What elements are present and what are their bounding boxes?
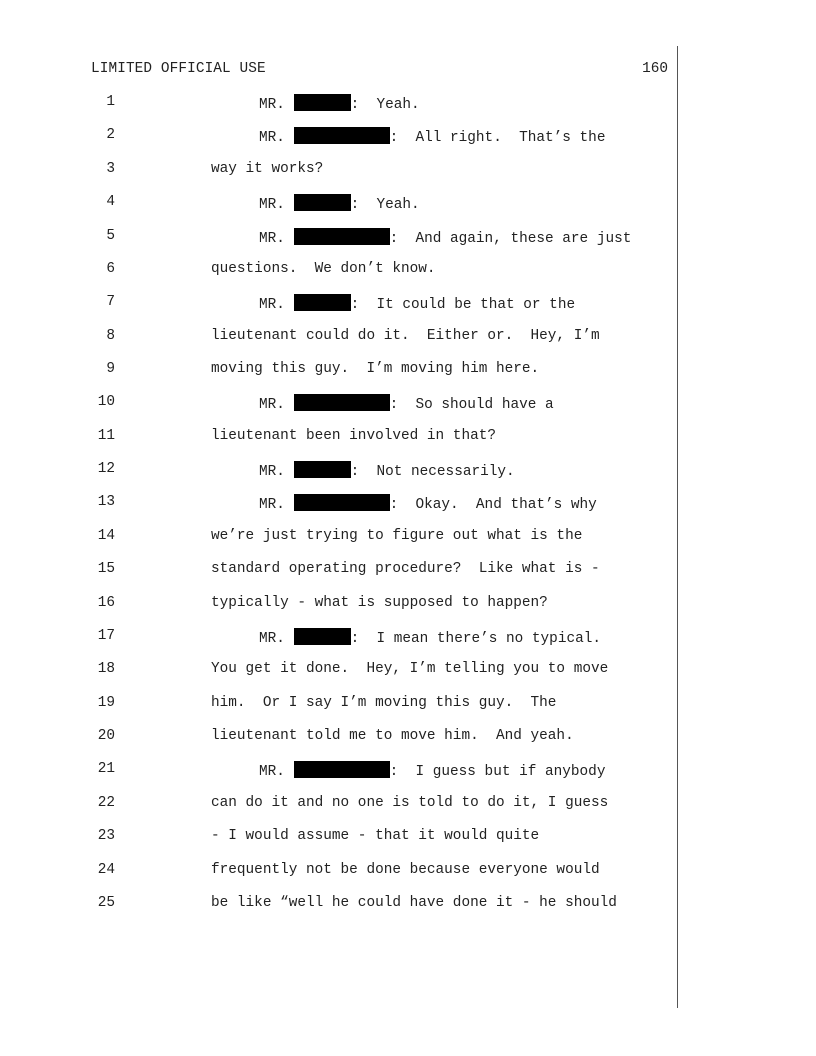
line-text: lieutenant told me to move him. And yeah. (211, 728, 574, 744)
speaker-line (259, 461, 515, 480)
line-number: 24 (97, 861, 115, 878)
speaker-text: : Yeah. (350, 197, 420, 214)
line-number: 19 (97, 694, 115, 711)
line-number: 16 (97, 594, 115, 611)
line-text: frequently not be done because everyone would (211, 861, 600, 878)
speaker-text: : It could be that or the (350, 297, 576, 314)
transcript-line (0, 428, 680, 448)
redaction-box (294, 94, 351, 111)
speaker-text: : And again, these are just (389, 230, 632, 247)
line-number: 20 (97, 728, 115, 744)
transcript-line (0, 828, 680, 848)
transcript-line (0, 461, 680, 481)
line-number: 22 (97, 794, 115, 811)
speaker-prefix: MR. (259, 197, 285, 214)
line-number: 9 (106, 361, 115, 377)
transcript-line (0, 695, 680, 715)
speaker-line (259, 494, 597, 513)
line-number: 12 (97, 461, 115, 478)
redaction-box (294, 461, 351, 478)
redaction-box (294, 628, 351, 645)
transcript-line (0, 595, 680, 615)
transcript-line (0, 761, 680, 781)
line-text: lieutenant been involved in that? (211, 427, 496, 444)
transcript-line (0, 628, 680, 648)
speaker-prefix: MR. (259, 130, 285, 147)
speaker-line (259, 127, 605, 146)
redaction-box (294, 228, 390, 245)
transcript-line (0, 328, 680, 348)
line-number: 25 (97, 894, 115, 911)
speaker-text: : All right. That’s the (389, 130, 606, 147)
line-number: 6 (106, 260, 115, 277)
line-text: You get it done. Hey, I’m telling you to move (211, 661, 609, 678)
line-text: we’re just trying to figure out what is the (211, 527, 583, 544)
transcript-line (0, 494, 680, 514)
header-label: LIMITED OFFICIAL USE (91, 61, 266, 77)
line-number: 15 (97, 561, 115, 578)
line-number: 21 (97, 761, 115, 778)
line-number: 23 (97, 828, 115, 845)
line-text: lieutenant could do it. Either or. Hey, I’m (211, 327, 600, 344)
line-text: typically - what is supposed to happen? (211, 594, 548, 611)
line-number: 18 (97, 661, 115, 678)
speaker-text: : So should have a (389, 397, 554, 414)
line-text: - I would assume - that it would quite (211, 828, 540, 845)
transcript-line (0, 194, 680, 214)
line-text: questions. We don’t know. (211, 260, 436, 277)
line-text: him. Or I say I’m moving this guy. The (211, 694, 557, 711)
line-number: 2 (106, 127, 115, 144)
line-number: 17 (97, 627, 115, 644)
transcript-line (0, 261, 680, 281)
line-number: 8 (106, 327, 115, 344)
speaker-text: : Yeah. (350, 97, 420, 113)
speaker-line (259, 294, 575, 313)
line-number: 5 (106, 227, 115, 244)
line-number: 14 (97, 527, 115, 544)
redaction-box (294, 294, 351, 311)
transcript-line (0, 528, 680, 548)
speaker-text: : I mean there’s no typical. (350, 630, 602, 647)
transcript-line (0, 361, 680, 381)
line-text: way it works? (211, 160, 324, 177)
redaction-box (294, 127, 390, 144)
transcript-line (0, 294, 680, 314)
speaker-line (259, 228, 631, 247)
speaker-prefix: MR. (259, 464, 285, 481)
speaker-line (259, 394, 554, 413)
speaker-text: : Okay. And that’s why (389, 497, 597, 514)
redaction-box (294, 761, 390, 778)
redaction-box (294, 394, 390, 411)
transcript-line (0, 94, 680, 114)
line-number: 11 (97, 427, 115, 444)
transcript-line (0, 127, 680, 147)
transcript-line (0, 561, 680, 581)
line-text: be like “well he could have done it - he should (211, 894, 617, 911)
speaker-prefix: MR. (259, 97, 285, 113)
speaker-line (259, 94, 420, 113)
speaker-line (259, 194, 420, 213)
line-text: moving this guy. I’m moving him here. (211, 361, 540, 377)
line-number: 7 (106, 294, 115, 311)
speaker-prefix: MR. (259, 230, 285, 247)
line-number: 4 (106, 194, 115, 211)
transcript-line (0, 661, 680, 681)
transcript-line (0, 895, 680, 915)
speaker-prefix: MR. (259, 630, 285, 647)
transcript-line (0, 228, 680, 248)
page-number: 160 (642, 61, 668, 77)
speaker-text: : Not necessarily. (350, 464, 515, 481)
speaker-line (259, 761, 605, 780)
transcript-line (0, 394, 680, 414)
speaker-prefix: MR. (259, 764, 285, 781)
transcript-line (0, 728, 680, 748)
speaker-prefix: MR. (259, 397, 285, 414)
line-number: 13 (97, 494, 115, 511)
transcript-line (0, 862, 680, 882)
line-text: can do it and no one is told to do it, I guess (211, 794, 609, 811)
line-text: standard operating procedure? Like what is - (211, 561, 600, 578)
line-number: 1 (106, 94, 115, 110)
speaker-prefix: MR. (259, 297, 285, 314)
speaker-line (259, 628, 601, 647)
redaction-box (294, 194, 351, 211)
redaction-box (294, 494, 390, 511)
transcript-line (0, 795, 680, 815)
line-number: 10 (97, 394, 115, 411)
speaker-text: : I guess but if anybody (389, 764, 606, 781)
line-number: 3 (106, 160, 115, 177)
transcript-line (0, 161, 680, 181)
speaker-prefix: MR. (259, 497, 285, 514)
